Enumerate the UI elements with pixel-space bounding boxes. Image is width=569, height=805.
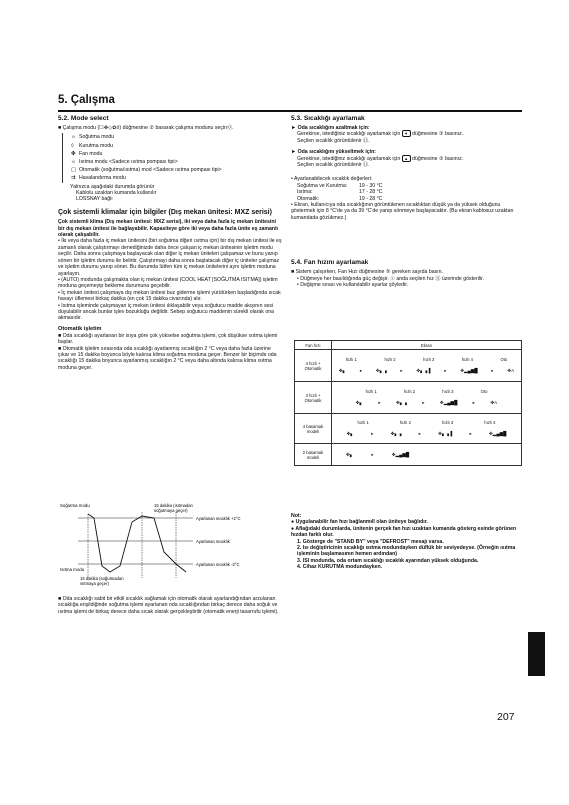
auto-paragraph: ■ Otomatik işletim sırasında oda sıcaklığı ayarlanmış sıcaklığın 2 °C veya daha fazla üzerine çıkar ve 15 dakika boyunca böyle kalırsa klima soğutma moduna geçer. Benzer bir biçimde oda sıcaklığı 15 dakika boyunca ayarlanmış sıcaklığın 2 °C veya daha altında kalırsa klima ısıtma moduna geçer.	[58, 345, 277, 371]
note-item: ● Uygulanabilir fan hızı bağlanmıll olan üniteye bağlıdır.	[291, 519, 428, 526]
graph-bottom-note: 15 dakika (soğutmadan	[80, 576, 124, 581]
table-header-display: Ekran	[332, 341, 522, 350]
fan-level-1-icon: ✤▖	[355, 400, 364, 405]
row-label: 3 hızlı + Otomatik	[295, 382, 332, 414]
speed-label: hızlı 2	[403, 389, 416, 394]
range-row: Otomatik: 19 - 28 °C	[297, 195, 383, 202]
heat-icon: ☼	[71, 158, 76, 165]
graph-minus2-label: Ayarlanan sıcaklık -2°C	[196, 562, 240, 567]
speed-label: hızlı 3	[442, 389, 454, 394]
dry-icon: ◊	[71, 142, 74, 149]
fan-level-3-icon: ✤▖▗▐	[438, 431, 453, 436]
ventilation-icon: ⇉	[71, 175, 76, 182]
notes-section	[291, 513, 523, 571]
range-title: • Ayarlanabilecek sıcaklık değerleri:	[291, 176, 373, 183]
multi-system-lead: Çok sistemli klima (Dış mekan ünitesi: MXZ serisi), iki veya daha fazla iç mekan ünitesini bir dış mekan ünitesi ile bağlayabilir. Kapasiteye göre iki veya daha fazla ünite eş zamanlı olarak çalışabilir.	[58, 219, 278, 239]
graph-temperature-curve	[88, 514, 186, 572]
note-item: 1. Gösterge de "STAND BY" veya "DEFROST" mesajı varsa.	[297, 538, 444, 545]
section-tab-marker	[528, 632, 545, 676]
fan-level-4-icon: ✤▂▄▆█	[460, 368, 478, 373]
speed-label: hızlı 1	[357, 420, 369, 425]
page-number: 207	[497, 711, 515, 723]
fan-speed-table	[294, 340, 522, 466]
fan-level-1-icon: ✤▖	[346, 431, 354, 436]
note-item: 4. Cihaz KURUTMA modundayken.	[297, 564, 383, 571]
fan-auto-icon: ✤A	[507, 368, 515, 373]
graph-heating-label: Isıtma modu	[60, 567, 85, 572]
fan-icon: ✤	[71, 150, 76, 157]
note-item: ● Aflağıdaki durumlarda, ünitenin gerçek fan hızı uzaktan kumanda gösterg esinde görünen hızdan farklı olur.	[291, 525, 517, 539]
fan-intro: ■ Sistem çalışırken, Fan Hızı düğmesine ⑤ gereken sayıda basın.	[291, 269, 443, 276]
fan-level-2-icon: ✤▖▗	[375, 368, 387, 373]
header-rule	[58, 110, 522, 112]
speed-label: hızlı 1	[345, 357, 357, 362]
graph-cooling-label: Soğutma modu	[60, 503, 90, 508]
fan-level-3-icon: ✤▂▄▆█	[439, 400, 458, 405]
fan-level-1-icon: ✤▖	[346, 451, 354, 457]
mode-item-heat: ☼ Isıtma modu <Sadece ısıtma pompası tipi>	[71, 158, 178, 165]
table-header-fan-speed: Fan hızı	[295, 341, 332, 350]
section-5-3-title: 5.3. Sıcaklığı ayarlamak	[291, 115, 365, 122]
table-row: 4 basamak modeli hızlı 1 hızlı 2 hızlı 3 hızlı 4 ✤▖ ▸ ✤▖▗ ▸ ✤▖▗▐ ▸ ✤▂▄▆█	[295, 414, 522, 444]
fan-bullet: • Düğmeye her basıldığında güç değişir. ☉ anda seçilen hız ⑪ üzerinde gösterilir.	[297, 275, 484, 282]
mode-note: Yalnızca aşağıdaki durumda görünür Kablolu uzaktan kumanda kullanılır LOSSNAY bağlı	[70, 183, 157, 203]
auto-paragraph: ■ Oda sıcaklığı ayarlanan bir isıya göre çok yükselse soğutma işlemi, çok düşükse ısıtma işlemi başlar.	[58, 332, 278, 346]
note-item: 2. Isı değiştiricinin sıcaklığı ısıtma modundayken düflük bir seviyedeyse. (Örneğin ısıtma işleminin başlamasının hemen ardından)	[297, 545, 516, 558]
mode-item-auto: ▢ Otomatik (soğutma/ısıtma) mod <Sadece ısıtma pompası tipi>	[71, 167, 222, 174]
fan-level-2-icon: ✤▖▗	[390, 431, 402, 436]
speed-label: hızlı 2	[384, 357, 396, 362]
speed-label: hızlı 4	[484, 420, 496, 425]
range-row: Soğutma ve Kurutma: 19 - 30 °C	[297, 182, 383, 189]
multi-bullet: • Isıtma işleminde çalışmayan iç mekan ünitesi ılıklaşabilir veya soğutucu madde akışının sesi duyulabilir ancak bunlar işlev bozukluğu değildir. Sebep soğutucu maddenin sürekli olarak ona akmasıdır.	[58, 302, 274, 322]
left-column	[58, 115, 282, 371]
section-5-2-title: 5.2. Mode select	[58, 115, 109, 122]
mode-item-dry: ◊ Kurutma modu	[71, 142, 114, 149]
speed-label: hızlı 3	[442, 420, 454, 425]
fan-bullet: • Değişme sırası ve kullanılabilir ayarlar şöyledir.	[297, 282, 409, 289]
speed-label: hızlı 4	[461, 357, 473, 362]
range-row: Isıtma: 17 - 28 °C	[297, 189, 383, 196]
speed-label: hızlı 2	[399, 420, 411, 425]
mode-item-fan: ✤ Fan modu	[71, 150, 103, 157]
fan-level-3-icon: ✤▖▗▐	[416, 368, 431, 373]
row-label: 4 hızlı + Otomatik	[295, 350, 332, 382]
mode-select-intro: ■ Çalışma modu (☐✤◇✿ö) düğmesine ② basarak çalışma modunu seçin⓪.	[58, 125, 234, 131]
row-label: 2 basamak modeli	[295, 444, 332, 466]
range-list	[291, 183, 523, 202]
page-title: 5. Çalışma	[58, 94, 115, 106]
table-row: 3 hızlı + Otomatik hızlı 1 hızlı 2 hızlı 3 Oto ✤▖ ▸ ✤▖▗ ▸ ✤▂▄▆█ ▸ ✤A	[295, 382, 522, 414]
fan-level-1-icon: ✤▖	[338, 368, 347, 373]
graph-set-label: Ayarlanan sıcaklık	[196, 539, 230, 544]
speed-label: Oto	[480, 389, 488, 394]
up-arrow-button-icon: ▲	[402, 155, 411, 162]
right-column	[291, 115, 523, 289]
mode-item-cool: ☼ Soğutma modu	[71, 134, 115, 141]
speed-label: hızlı 3	[423, 357, 435, 362]
note-item: 3. ISI modunda, oda ortam sıcaklığı sıcaklık ayarından yüksek olduğunda.	[297, 557, 479, 564]
auto-mode-graph	[58, 500, 282, 588]
down-arrow-button-icon: ▼	[402, 130, 411, 137]
notes-title: Not:	[291, 513, 302, 519]
table-row: 2 basamak modeli ✤▖ ▸ ✤▂▄▆█	[295, 444, 522, 466]
lower-temp-title: ► Oda sıcaklığını azaltmak için:	[291, 125, 370, 131]
speed-label: Oto	[500, 357, 508, 362]
auto-icon: ▢	[71, 167, 77, 174]
speed-label: hızlı 1	[365, 389, 377, 394]
energy-saving-paragraph: ■ Oda sıcaklığı sabit bir etkili sıcaklık sağlamak için otomatik olarak ayarlandığından arzulanan sıcaklığa erişildiğinde soğutma işlemi ayarlanan oda sıcaklığından birkaç derece daha soğuk ve ısıtma işlemi de birkaç derece daha sıcak olarak gerçekleştirilir (otomatik enerji tasarrufu işlemi).	[58, 596, 279, 615]
mode-item-ventilation: ⇉ Havalandırma modu	[71, 175, 126, 182]
multi-bullet: • İki veya daha fazla iç mekan ünitesini (biri soğutma diğeri ısıtma için) bir dış mekan ünitesi ile eş zamanlı olarak çalıştırmayı denediğinizde daha önce çalışan iç mekan ünitesinin işletim modu seçilir. Daha sonra çalışmaya başlayacak olan diğer iç mekan üniteleri çalışamaz ve bunu yanıp sönen bir işletim durumu ile belirtir. Çalıştırmayı daha sonra başlatacak diğer iç üniteler çalışmaz ve işletim durumu yanıp söner. Bu durumda lütfen tüm iç mekan ünitelerini aynı işletim moduna ayarlayın.	[58, 238, 282, 277]
raise-temp-display: Seçilen sıcaklık görüntülenir ⑪.	[297, 162, 370, 169]
row-label: 4 basamak modeli	[295, 414, 332, 444]
auto-operation-title: Otomatik işletim	[58, 325, 102, 332]
fan-level-2-icon: ✤▖▗	[396, 400, 407, 405]
display-blink-note: • Ekran, kullanıcıya oda sıcaklığının görüntülenen sıcaklıktan düşük ya da yüksek olduğunu göstermek için 8 °C'de ya da 39 °C'de yanıp sönmeye başlayacaktır. (Bu ekran kablosuz uzaktan kumandada gözükmez.)	[291, 202, 514, 221]
fan-level-4-icon: ✤▂▄▆█	[488, 431, 507, 436]
table-row: 4 hızlı + Otomatik hızlı 1 hızlı 2 hızlı 3 hızlı 4 Oto ✤▖ ▸ ✤▖▗ ▸ ✤▖▗▐ ▸ ✤▂▄▆█ ▸ ✤A	[295, 350, 522, 382]
fan-auto-icon: ✤A	[490, 400, 498, 405]
fan-level-4-icon: ✤▂▄▆█	[391, 451, 410, 457]
multi-bullet: • (AUTO) modunda çalışmakta olan iç mekan ünitesi (COOL HEAT [SOĞUTMA ISITMA]) işletim moduna geçemeyip bekleme durumuna geçebilir.	[58, 276, 278, 290]
mode-list	[62, 133, 282, 182]
graph-top-note: 15 dakika (ısıtmadan	[154, 503, 193, 508]
multi-bullet: • İç mekan ünitesi çalışmaya dış mekan ünitesi buz giderme işlemi yürütürken başladığında sıcak havayı üflemesi birkaç dakika (en çok 15 dakika civarında) alır.	[58, 289, 281, 303]
cool-icon: ☼	[71, 134, 76, 141]
graph-plus2-label: Ayarlanan sıcaklık +2°C	[196, 516, 241, 521]
raise-temp-text: Gerekirse, istediğiniz sıcaklığı ayarlamak için ▲ düğmesine ③ basınız.	[297, 155, 464, 162]
graph-top-note: soğutmaya geçer)	[154, 508, 188, 513]
graph-bottom-note: ısıtmaya geçer)	[80, 581, 109, 586]
lower-temp-display: Seçilen sıcaklık görüntülenir ⑪.	[297, 137, 370, 144]
raise-temp-title: ► Oda sıcaklığını yükseltmek için:	[291, 149, 376, 156]
multi-system-title: Çok sistemli klimalar için bilgiler (Dış mekan ünitesi: MXZ serisi)	[58, 208, 272, 216]
lower-temp-text: Gerekirse, istediğiniz sıcaklığı ayarlamak için ▼ düğmesine ③ basınız.	[297, 131, 464, 138]
section-5-4-title: 5.4. Fan hızını ayarlamak	[291, 259, 369, 267]
